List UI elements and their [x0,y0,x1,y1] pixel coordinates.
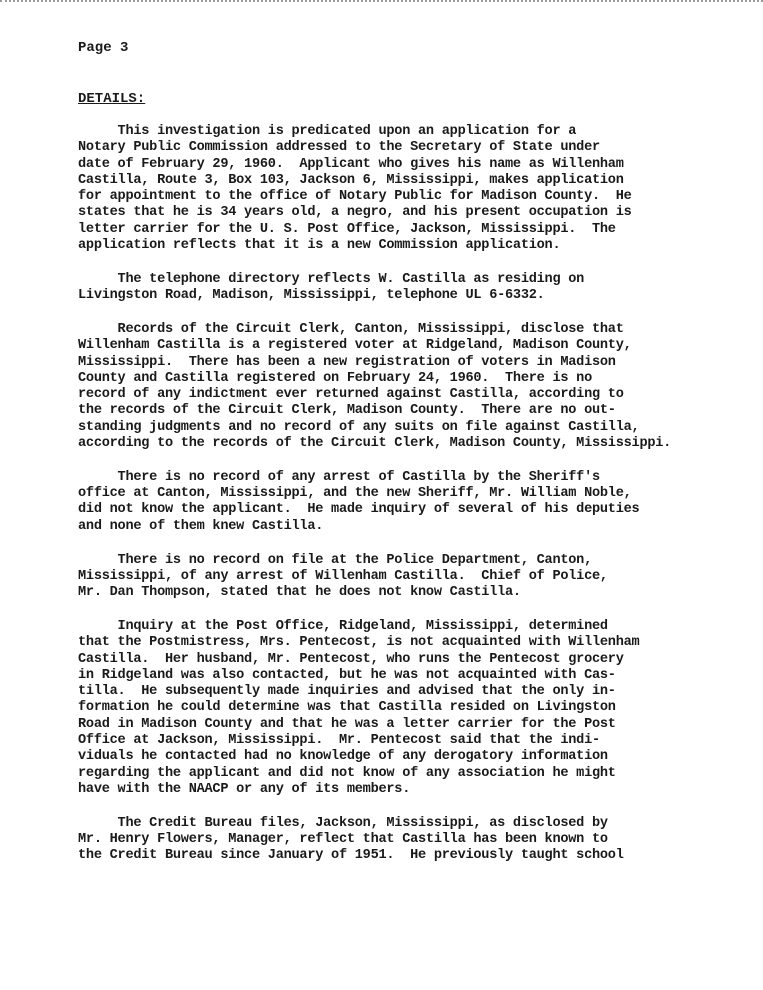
paragraph [78,124,758,254]
text-line: record of any indictment ever returned against Castilla, according to [78,387,624,403]
paragraph [78,470,758,535]
text-line: Willenham Castilla is a registered voter at Ridgeland, Madison County, [78,338,632,354]
text-line: Mississippi. There has been a new registration of voters in Madison [78,354,616,370]
text-line: There is no record of any arrest of Castilla by the Sheriff's [78,469,600,485]
text-line: according to the records of the Circuit Clerk, Madison County, Mississippi. [78,436,672,452]
text-line: Castilla, Route 3, Box 103, Jackson 6, Mississippi, makes application [78,172,624,188]
text-line: did not know the applicant. He made inquiry of several of his deputies [78,502,640,518]
text-line: for appointment to the office of Notary Public for Madison County. He [78,189,632,205]
text-line: office at Canton, Mississippi, and the new Sheriff, Mr. William Noble, [78,486,632,502]
text-line: the records of the Circuit Clerk, Madison County. There are no out- [78,403,616,419]
text-line: Mr. Dan Thompson, stated that he does not know Castilla. [78,585,521,601]
text-line: This investigation is predicated upon an application for a [78,124,577,139]
text-line: Mr. Henry Flowers, Manager, reflect that Castilla has been known to [78,831,608,847]
text-line: states that he is 34 years old, a negro, and his present occupation is [78,205,632,221]
text-line: Castilla. Her husband, Mr. Pentecost, who runs the Pentecost grocery [78,651,624,667]
page-number: Page 3 [78,40,129,56]
paragraph [78,553,758,602]
text-line: Office at Jackson, Mississippi. Mr. Pentecost said that the indi- [78,733,600,748]
text-line: The telephone directory reflects W. Castilla as residing on [78,271,585,287]
text-line: Records of the Circuit Clerk, Canton, Mississippi, disclose that [78,321,624,337]
text-line: date of February 29, 1960. Applicant who gives his name as Willenham [78,156,624,172]
details-heading: DETAILS: [78,91,146,107]
text-line: Road in Madison County and that he was a letter carrier for the Post [78,716,616,732]
text-line: the Credit Bureau since January of 1951. He previously taught school [78,848,624,864]
paragraph [78,816,758,865]
paragraph [78,272,758,305]
text-line: in Ridgeland was also contacted, but he was not acquainted with Cas- [78,667,616,683]
text-line: Livingston Road, Madison, Mississippi, telephone UL 6-6332. [78,288,545,304]
text-line: formation he could determine was that Castilla resided on Livingston [78,700,616,716]
text-line: application reflects that it is a new Commission application. [78,238,561,254]
page-top-edge [0,0,763,2]
text-line: Mississippi, of any arrest of Willenham Castilla. Chief of Police, [78,568,608,584]
text-line: Inquiry at the Post Office, Ridgeland, Mississippi, determined [78,618,608,634]
paragraph [78,322,758,452]
text-line: and none of them knew Castilla. [78,518,324,534]
text-line: County and Castilla registered on February 24, 1960. There is no [78,370,592,386]
text-line: standing judgments and no record of any suits on file against Castilla, [78,419,640,435]
text-line: Notary Public Commission addressed to the Secretary of State under [78,140,600,156]
text-line: that the Postmistress, Mrs. Pentecost, is not acquainted with Willenham [78,635,640,651]
text-line: have with the NAACP or any of its members. [78,781,411,797]
document-body [78,124,758,882]
text-line: viduals he contacted had no knowledge of any derogatory information [78,749,608,765]
text-line: tilla. He subsequently made inquiries and advised that the only in- [78,684,616,700]
text-line: There is no record on file at the Police Department, Canton, [78,552,592,568]
text-line: letter carrier for the U. S. Post Office, Jackson, Mississippi. The [78,221,616,237]
text-line: regarding the applicant and did not know of any association he might [78,765,616,781]
text-line: The Credit Bureau files, Jackson, Mississippi, as disclosed by [78,815,608,831]
paragraph [78,619,758,798]
